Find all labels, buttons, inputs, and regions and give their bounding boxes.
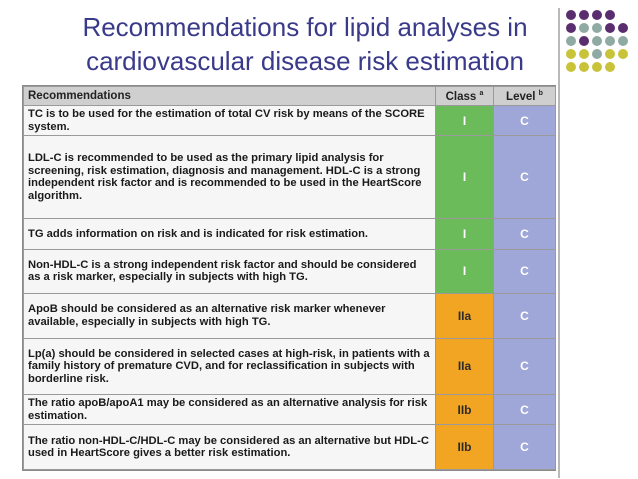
decorative-dot — [592, 36, 602, 46]
class-cell: IIb — [436, 395, 494, 425]
decorative-dot — [592, 49, 602, 59]
slide-title: Recommendations for lipid analyses in cardiovascular disease risk estimation — [82, 12, 528, 76]
table-row — [24, 249, 556, 293]
level-cell: C — [494, 395, 556, 425]
recommendation-text: The ratio apoB/apoA1 may be considered as an alternative analysis for risk estimation. — [24, 395, 436, 425]
decorative-dot — [618, 23, 628, 33]
table-header-row — [24, 87, 556, 106]
recommendation-text: The ratio non-HDL-C/HDL-C may be considered as an alternative but HDL-C used in HeartScore gives a better risk estimation. — [24, 425, 436, 470]
decorative-dot — [605, 49, 615, 59]
level-cell: C — [494, 294, 556, 338]
recommendations-table — [23, 86, 556, 470]
class-cell: IIb — [436, 425, 494, 470]
table-row — [24, 106, 556, 136]
level-cell: C — [494, 425, 556, 470]
recommendation-text: Lp(a) should be considered in selected cases at high-risk, in patients with a family history of premature CVD, and for reclassification in subjects with borderline risk. — [24, 338, 436, 395]
table-row — [24, 425, 556, 470]
recommendations-table-image — [22, 85, 556, 471]
table-row — [24, 395, 556, 425]
level-cell: C — [494, 136, 556, 219]
decorative-dot-grid — [566, 10, 638, 80]
table-row — [24, 136, 556, 219]
level-cell: C — [494, 106, 556, 136]
header-class: Class $^a$ — [436, 87, 494, 106]
decorative-dot — [579, 10, 589, 20]
decorative-dot — [579, 49, 589, 59]
class-cell: I — [436, 106, 494, 136]
class-cell: I — [436, 249, 494, 293]
decorative-dot — [566, 36, 576, 46]
recommendation-text: TG adds information on risk and is indicated for risk estimation. — [24, 219, 436, 249]
decorative-dot — [566, 23, 576, 33]
recommendation-text: TC is to be used for the estimation of total CV risk by means of the SCORE system. — [24, 106, 436, 136]
recommendation-text: LDL-C is recommended to be used as the primary lipid analysis for screening, risk estimation, diagnosis and management. HDL-C is a strong independent risk factor and is recommended to be used in the HeartScore algorithm. — [24, 136, 436, 219]
decorative-dot — [579, 23, 589, 33]
table-row — [24, 294, 556, 338]
decorative-dot — [566, 49, 576, 59]
table-row — [24, 338, 556, 395]
class-cell: IIa — [436, 294, 494, 338]
class-cell: I — [436, 219, 494, 249]
decorative-dot — [605, 62, 615, 72]
decorative-dot — [605, 10, 615, 20]
level-cell: C — [494, 338, 556, 395]
class-cell: I — [436, 136, 494, 219]
header-level: Level $^b$ — [494, 87, 556, 106]
decorative-dot — [618, 36, 628, 46]
header-recommendations: Recommendations — [24, 87, 436, 106]
level-cell: C — [494, 249, 556, 293]
decorative-dot — [579, 36, 589, 46]
decorative-dot — [592, 10, 602, 20]
decorative-dot — [592, 23, 602, 33]
decorative-dot — [605, 23, 615, 33]
class-cell: IIa — [436, 338, 494, 395]
decorative-dot — [579, 62, 589, 72]
decorative-dot — [605, 36, 615, 46]
divider-line — [558, 8, 560, 478]
table-row — [24, 219, 556, 249]
recommendation-text: ApoB should be considered as an alternative risk marker whenever available, especially in subjects with high TG. — [24, 294, 436, 338]
decorative-dot — [592, 62, 602, 72]
decorative-dot — [566, 62, 576, 72]
decorative-dot — [618, 49, 628, 59]
recommendation-text: Non-HDL-C is a strong independent risk factor and should be considered as a risk marker, especially in subjects with high TG. — [24, 249, 436, 293]
decorative-dot — [566, 10, 576, 20]
level-cell: C — [494, 219, 556, 249]
